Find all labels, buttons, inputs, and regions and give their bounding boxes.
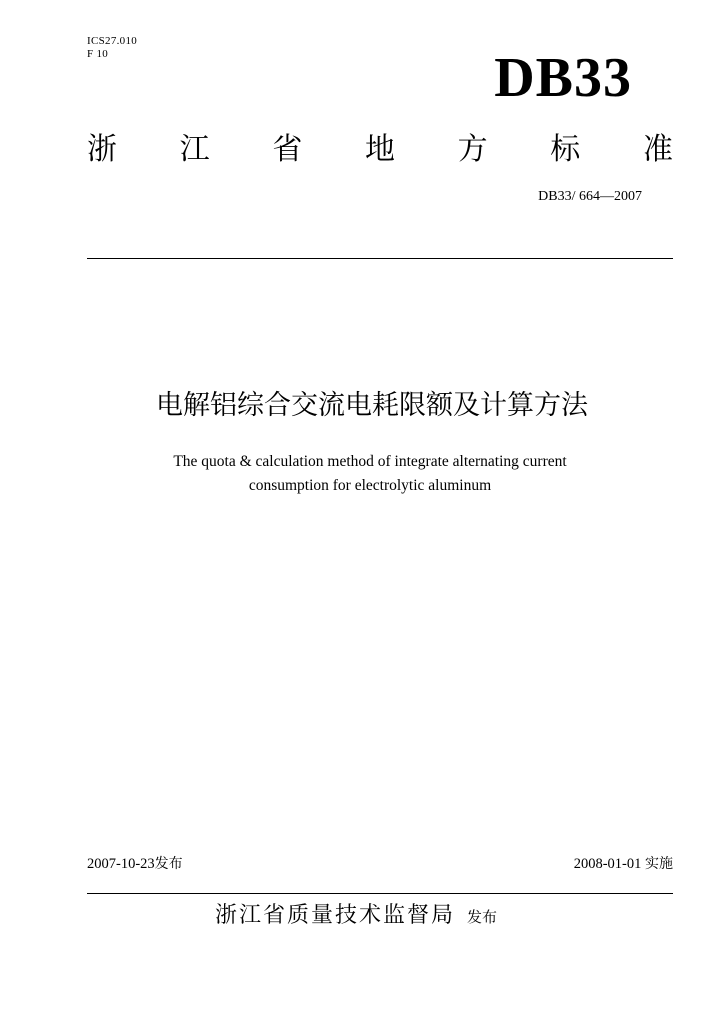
heading-char: 浙 (87, 132, 117, 167)
implement-date-value: 2008-01-01 (573, 856, 642, 872)
heading-char: 准 (642, 132, 673, 167)
bottom-divider (87, 893, 673, 894)
issue-date-suffix: 发布 (154, 856, 183, 872)
standard-type-heading (87, 130, 673, 170)
chinese-title: 电解铝综合交流电耗限额及计算方法 (156, 390, 588, 421)
english-title-line: The quota & calculation method of integrate alternating current (173, 453, 567, 470)
ccs-code: F 10 (87, 48, 109, 60)
heading-char: 江 (179, 132, 210, 167)
heading-char: 省 (272, 132, 303, 167)
issuer-issue-word: 发布 (467, 908, 498, 926)
english-title (0, 450, 724, 498)
standard-number: DB33/ 664—2007 (538, 189, 642, 204)
implement-date-suffix: 实施 (645, 856, 673, 872)
top-divider (87, 258, 673, 259)
english-title-line: consumption for electrolytic aluminum (248, 477, 492, 494)
issuing-authority: 浙江省质量技术监督局 (214, 903, 455, 928)
classification-codes (87, 35, 137, 61)
issue-date (87, 855, 183, 873)
heading-char: 地 (364, 132, 395, 167)
implement-date (574, 855, 673, 873)
issue-date-value: 2007-10-23 (87, 856, 155, 872)
ics-code: ICS27.010 (87, 35, 138, 47)
heading-char: 标 (550, 132, 581, 167)
db-logo: DB33 (494, 47, 632, 109)
heading-char: 方 (457, 132, 488, 167)
issuer-line (0, 900, 724, 932)
